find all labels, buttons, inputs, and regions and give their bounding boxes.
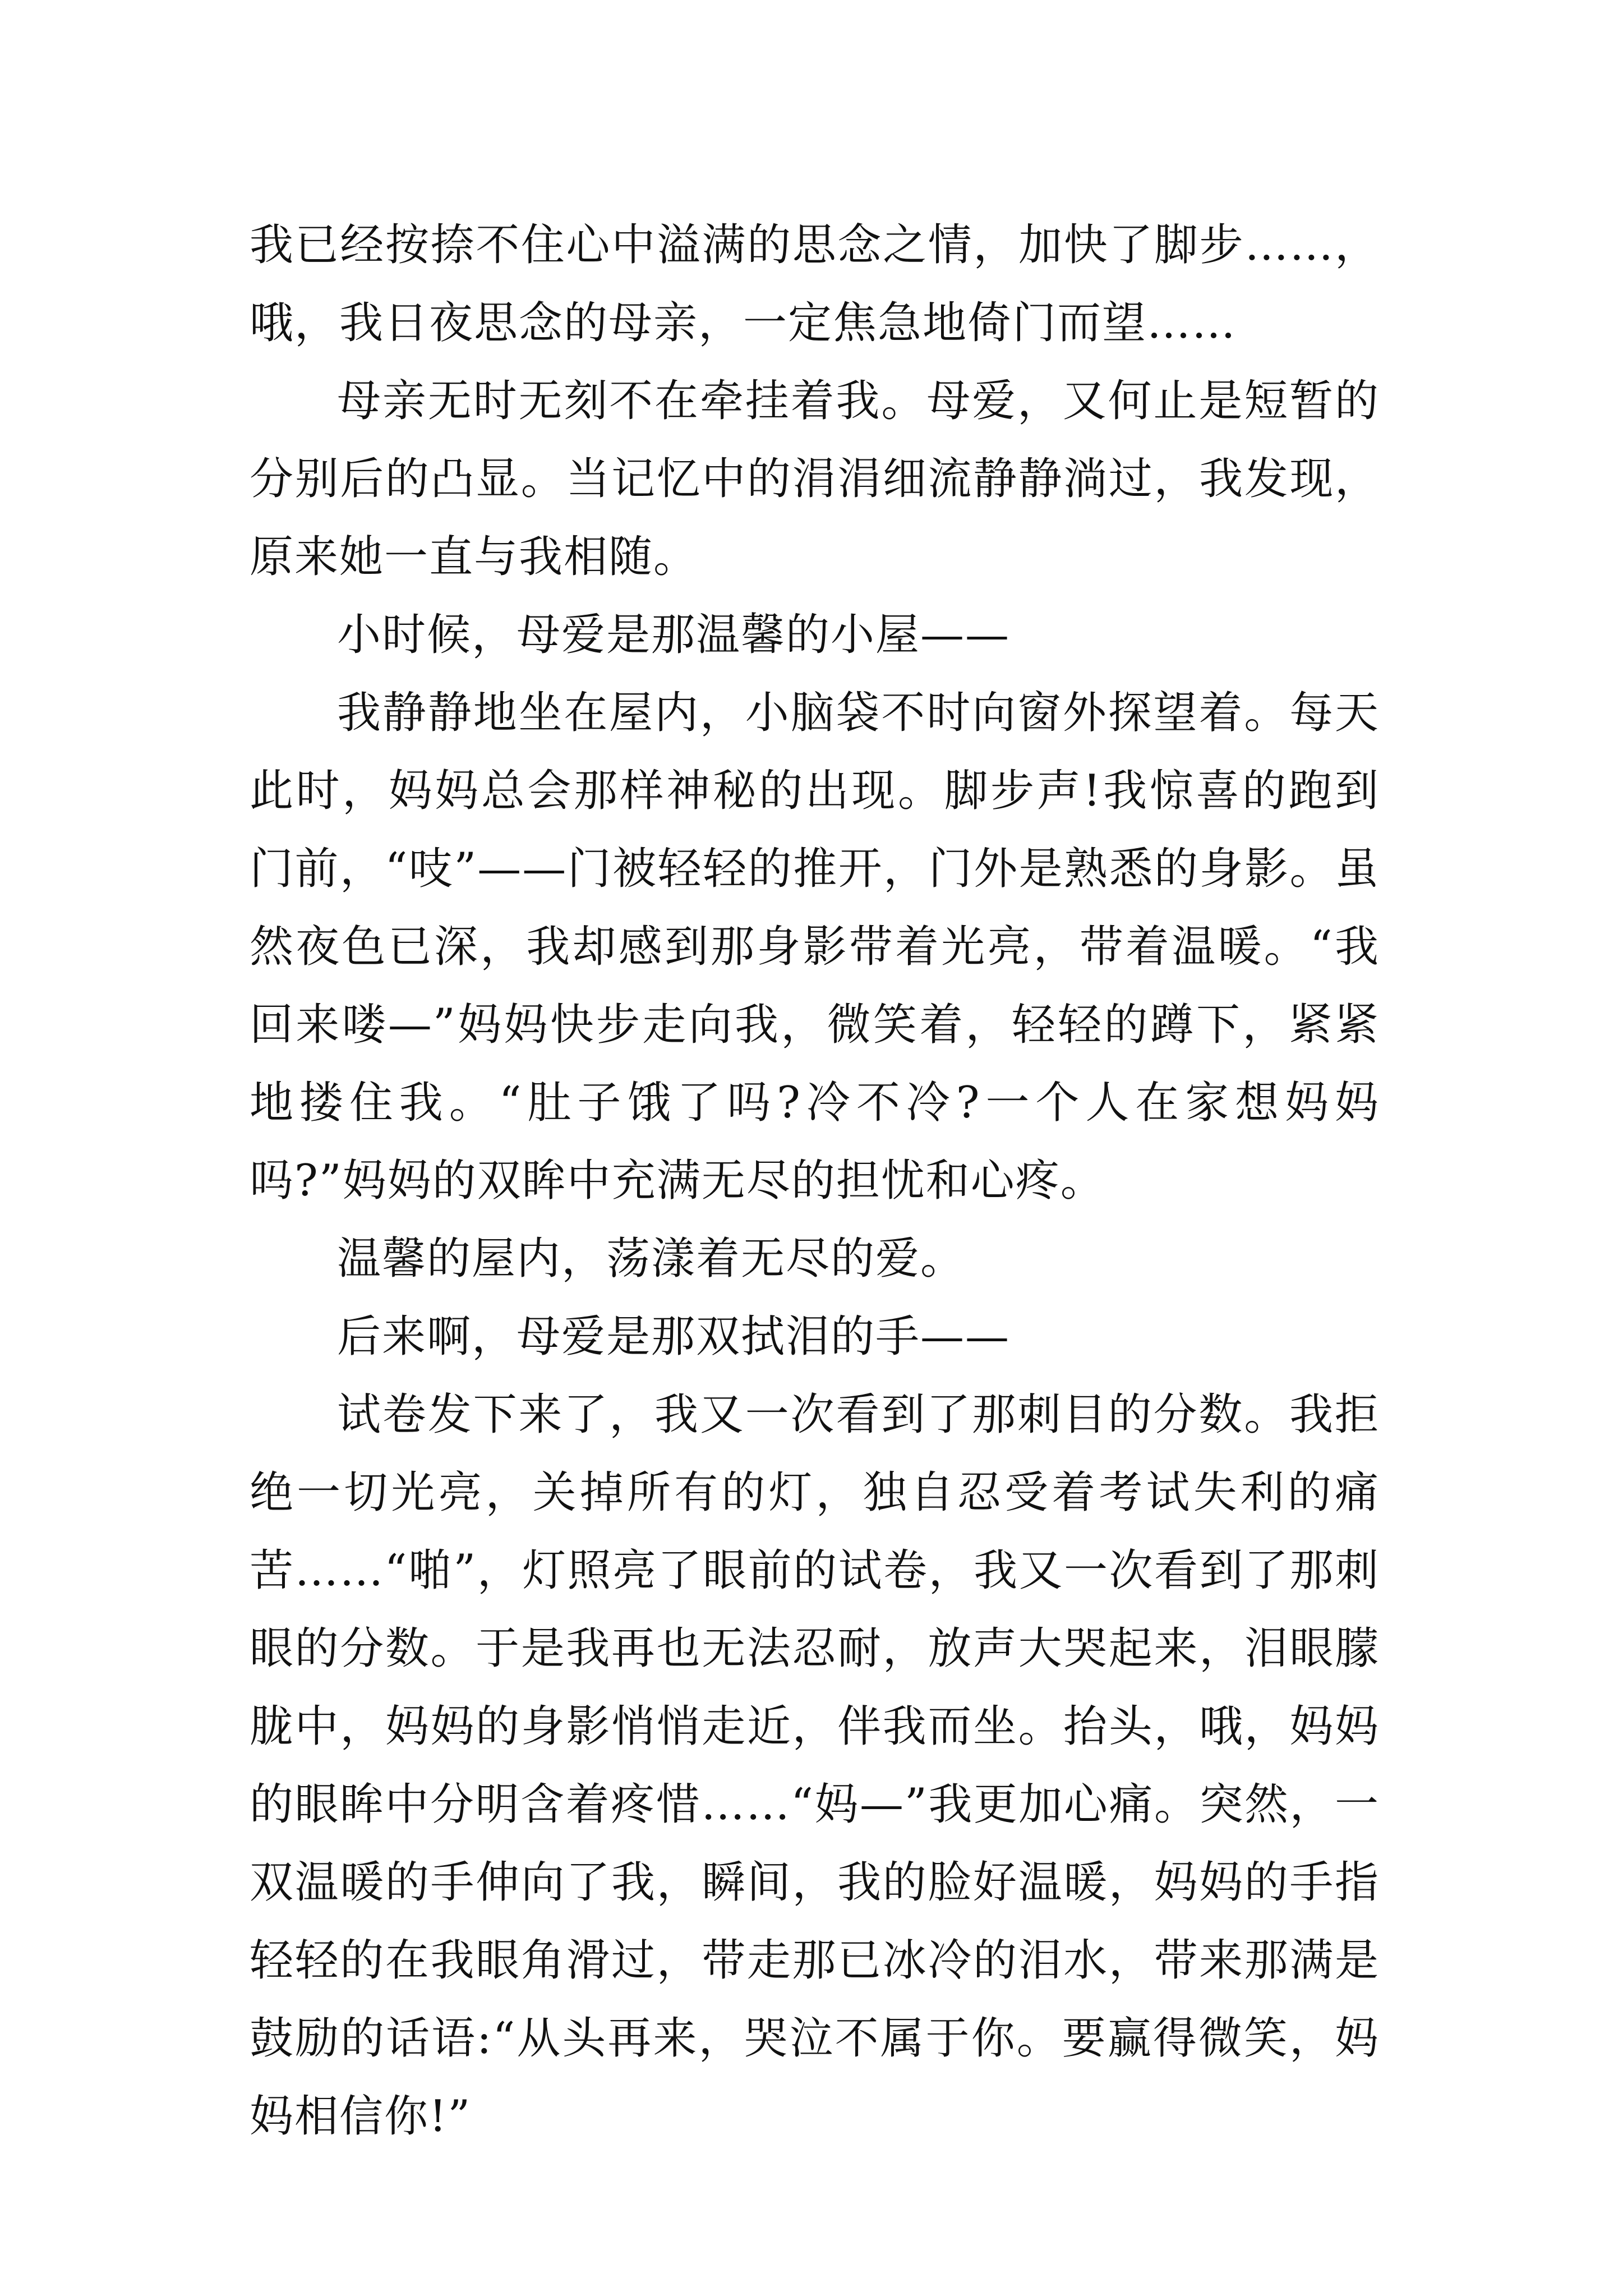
paragraph-6: 后来啊，母爱是那双拭泪的手—— — [337, 1312, 1011, 1362]
body-text — [250, 206, 1380, 2156]
paragraph-1: 我已经按捺不住心中溢满的思念之情，加快了脚步……，哦，我日夜思念的母亲，一定焦急地倚门而望…… — [250, 220, 1380, 348]
paragraph-4: 我静静地坐在屋内，小脑袋不时向窗外探望着。每天此时，妈妈总会那样神秘的出现。脚步声!我惊喜的跑到门前，“吱”——门被轻轻的推开，门外是熟悉的身影。虽然夜色已深，我却感到那身影带着光亮，带着温暖。“我回来喽—”妈妈快步走向我，微笑着，轻轻的蹲下，紧紧地搂住我。“肚子饿了吗?冷不冷?一个人在家想妈妈吗?”妈妈的双眸中充满无尽的担忧和心疼。 — [250, 688, 1380, 1206]
paragraph-2: 母亲无时无刻不在牵挂着我。母爱，又何止是短暂的分别后的凸显。当记忆中的涓涓细流静静淌过，我发现，原来她一直与我相随。 — [250, 376, 1380, 582]
paragraph-7: 试卷发下来了，我又一次看到了那刺目的分数。我拒绝一切光亮，关掉所有的灯，独自忍受着考试失利的痛苦……“啪”，灯照亮了眼前的试卷，我又一次看到了那刺眼的分数。于是我再也无法忍耐，放声大哭起来，泪眼朦胧中，妈妈的身影悄悄走近，伴我而坐。抬头，哦，妈妈的眼眸中分明含着疼惜……“妈—”我更加心痛。突然，一双温暖的手伸向了我，瞬间，我的脸好温暖，妈妈的手指轻轻的在我眼角滑过，带走那已冰冷的泪水，带来那满是鼓励的话语:“从头再来，哭泣不属于你。要赢得微笑，妈妈相信你!” — [250, 1389, 1380, 2142]
paragraph-5: 温馨的屋内，荡漾着无尽的爱。 — [337, 1234, 966, 1284]
paragraph-3: 小时候，母爱是那温馨的小屋—— — [337, 610, 1011, 660]
